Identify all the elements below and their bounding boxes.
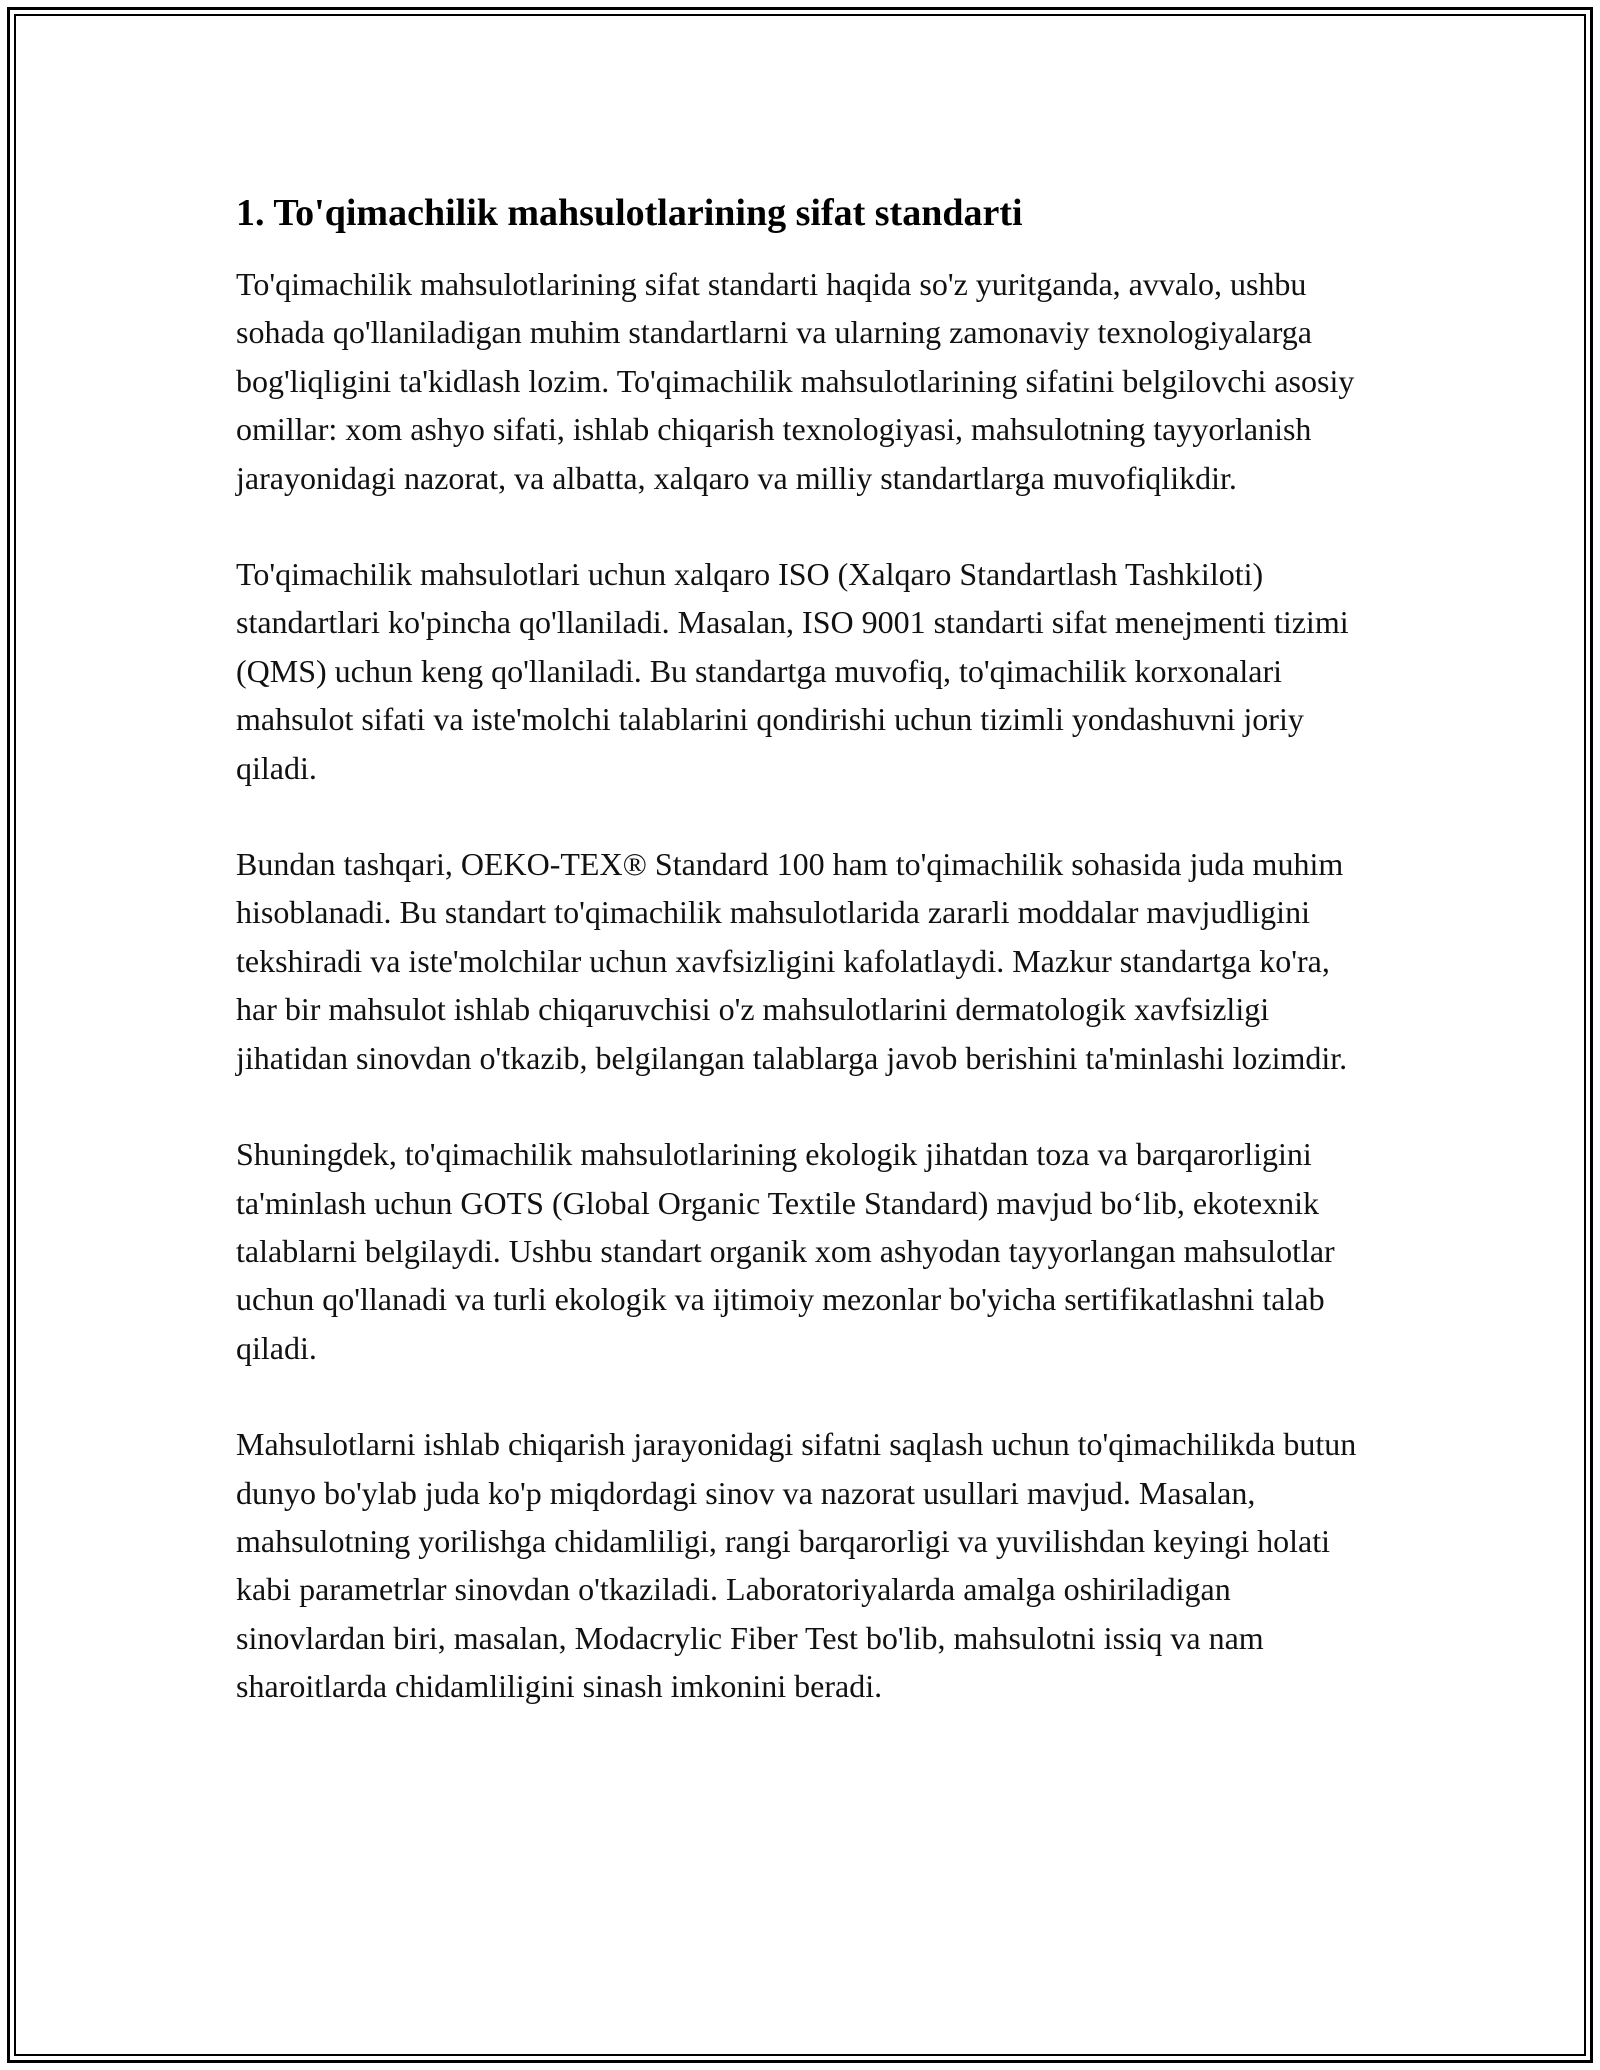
paragraph-intro: To'qimachilik mahsulotlarining sifat standarti haqida so'z yuritganda, avvalo, ushbu sohada qo'llaniladigan muhim standartlarni va ularning zamonaviy texnologiyalarga bog'liqligini ta'kidlash lozim. To'qimachilik mahsulotlarining sifatini belgilovchi asosiy omillar: xom ashyo sifati, ishlab chiqarish texnologiyasi, mahsulotning tayyorlanish jarayonidagi nazorat, va albatta, xalqaro va milliy standartlarga muvofiqlikdir. bbox=[236, 266, 1355, 496]
section-heading: 1. To'qimachilik mahsulotlarining sifat standarti bbox=[236, 192, 1023, 234]
paragraph-iso: To'qimachilik mahsulotlari uchun xalqaro ISO (Xalqaro Standartlash Tashkiloti) standartlari ko'pincha qo'llaniladi. Masalan, ISO 9001 standarti sifat menejmenti tizimi (QMS) uchun keng qo'llaniladi. Bu standartga muvofiq, to'qimachilik korxonalari mahsulot sifati va iste'molchi talablarini qondirishi uchun tizimli yondashuvni joriy qiladi. bbox=[236, 556, 1349, 786]
paragraph-gots: Shuningdek, to'qimachilik mahsulotlarining ekologik jihatdan toza va barqarorligini ta'minlash uchun GOTS (Global Organic Textile Standard) mavjud bo‘lib, ekotexnik talablarni belgilaydi. Ushbu standart organik xom ashyodan tayyorlangan mahsulotlar uchun qo'llanadi va turli ekologik va ijtimoiy mezonlar bo'yicha sertifikatlashni talab qiladi. bbox=[236, 1136, 1335, 1366]
paragraph-oeko-tex: Bundan tashqari, OEKO-TEX® Standard 100 ham to'qimachilik sohasida juda muhim hisoblanadi. Bu standart to'qimachilik mahsulotlarida zararli moddalar mavjudligini tekshiradi va iste'molchilar uchun xavfsizligini kafolatlaydi. Mazkur standartga ko'ra, har bir mahsulot ishlab chiqaruvchisi o'z mahsulotlarini dermatologik xavfsizligi jihatidan sinovdan o'tkazib, belgilangan talablarga javob berishini ta'minlashi lozimdir. bbox=[236, 846, 1348, 1076]
document-body bbox=[236, 188, 1366, 1759]
paragraph-testing: Mahsulotlarni ishlab chiqarish jarayonidagi sifatni saqlash uchun to'qimachilikda butun dunyo bo'ylab juda ko'p miqdordagi sinov va nazorat usullari mavjud. Masalan, mahsulotning yorilishga chidamliligi, rangi barqarorligi va yuvilishdan keyingi holati kabi parametrlar sinovdan o'tkaziladi. Laboratoriyalarda amalga oshiriladigan sinovlardan biri, masalan, Modacrylic Fiber Test bo'lib, mahsulotni issiq va nam sharoitlarda chidamliligini sinash imkonini beradi. bbox=[236, 1426, 1357, 1705]
